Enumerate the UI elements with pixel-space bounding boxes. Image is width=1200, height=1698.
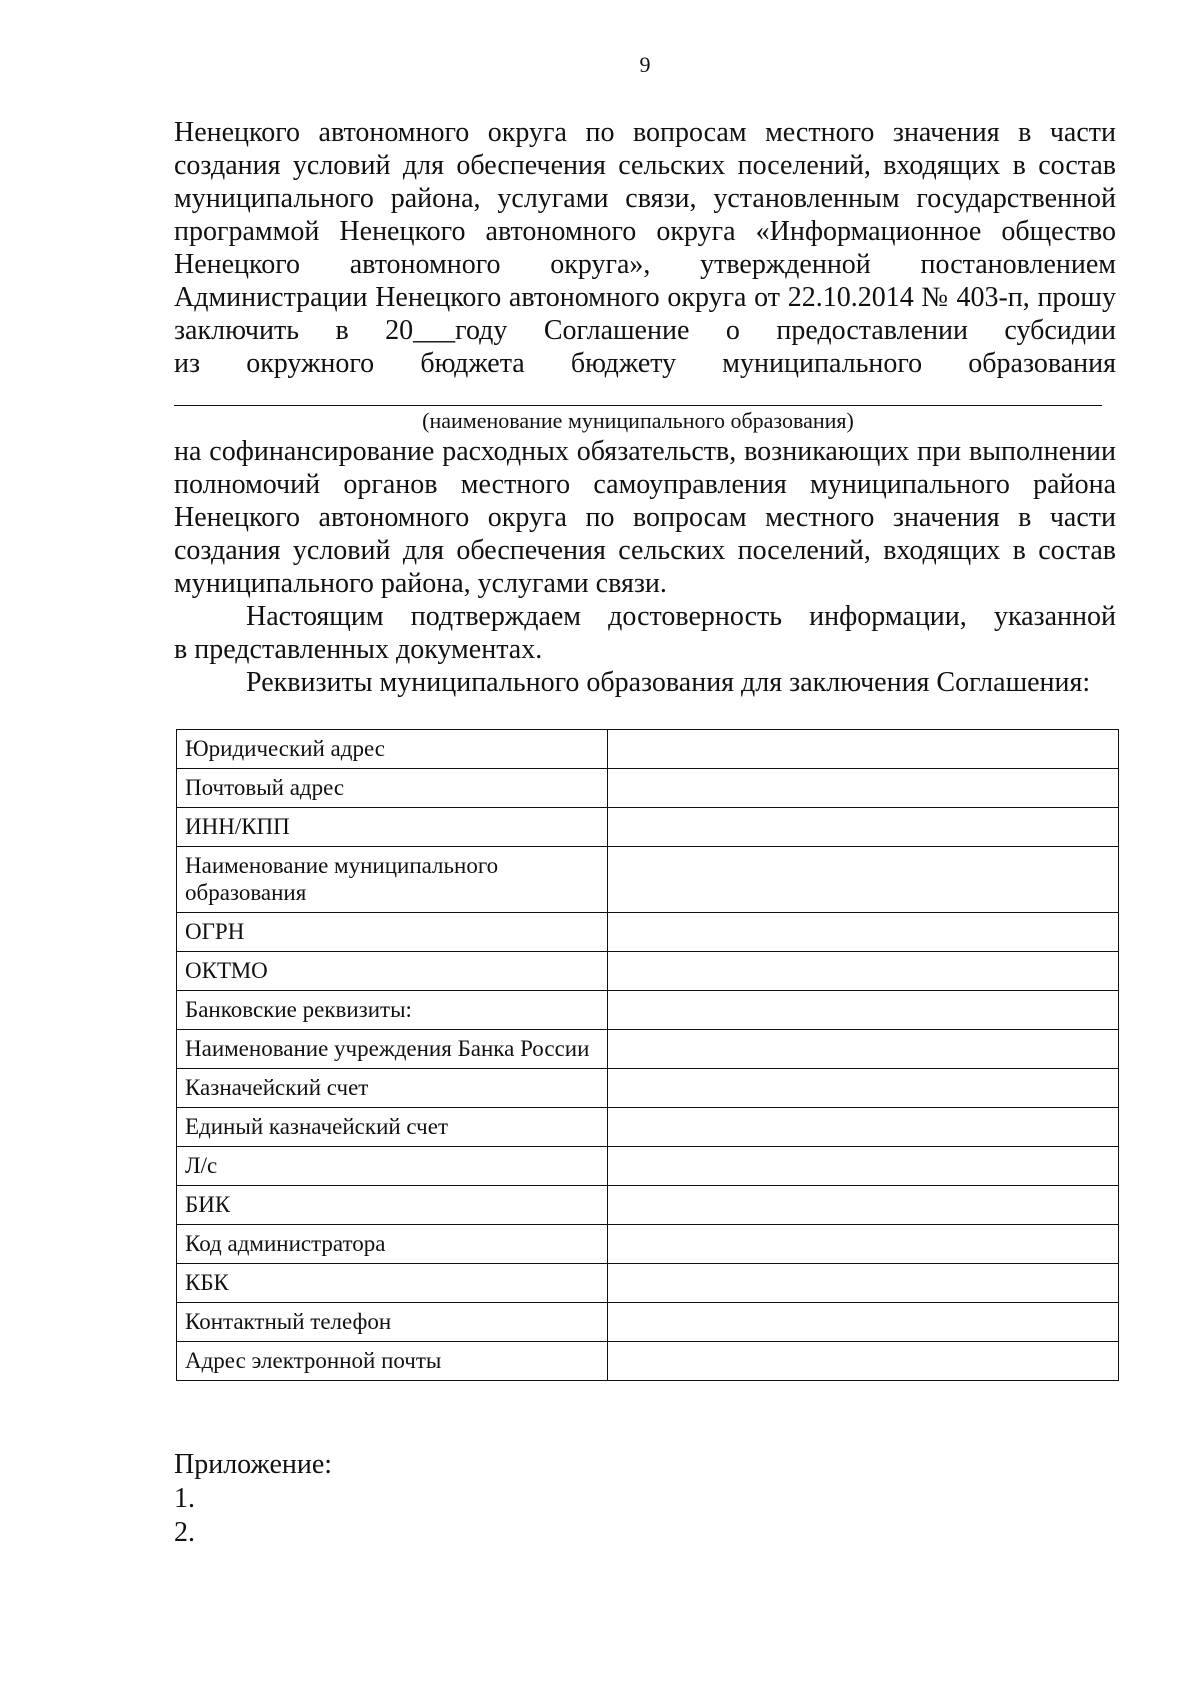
- table-row: [177, 1147, 1119, 1186]
- row-label: ОГРН: [177, 913, 608, 952]
- text-line: Ненецкого автономного округа по вопросам местного значения в части: [174, 502, 1116, 533]
- text-line: полномочий органов местного самоуправления муниципального района: [174, 469, 1116, 500]
- row-value: [608, 1264, 1119, 1303]
- text-line: Ненецкого автономного округа по вопросам местного значения в части: [174, 117, 1116, 148]
- text-line: создания условий для обеспечения сельских поселений, входящих в состав: [174, 150, 1116, 181]
- row-label: БИК: [177, 1186, 608, 1225]
- table-row: [177, 1303, 1119, 1342]
- row-value: [608, 991, 1119, 1030]
- row-value: [608, 913, 1119, 952]
- paragraph-purpose: [174, 435, 1116, 600]
- text-line: муниципального района, услугами связи, установленным государственной: [174, 183, 1116, 214]
- text-line: заключить в 20___году Соглашение о предоставлении субсидии: [174, 315, 1116, 346]
- row-label: КБК: [177, 1264, 608, 1303]
- table-row: [177, 952, 1119, 991]
- row-label: Банковские реквизиты:: [177, 991, 608, 1030]
- table-row: [177, 1225, 1119, 1264]
- row-label: ИНН/КПП: [177, 808, 608, 847]
- row-label: Наименование муниципального образования: [177, 847, 608, 913]
- text-line: на софинансирование расходных обязательств, возникающих при выполнении: [174, 436, 1116, 467]
- table-row: [177, 1069, 1119, 1108]
- table-row: [177, 808, 1119, 847]
- text-line: программой Ненецкого автономного округа «Информационное общество: [174, 216, 1116, 247]
- row-label: Л/с: [177, 1147, 608, 1186]
- row-value: [608, 1030, 1119, 1069]
- row-label: ОКТМО: [177, 952, 608, 991]
- row-value: [608, 1069, 1119, 1108]
- text-line: муниципального района, услугами связи.: [174, 568, 667, 599]
- row-value: [608, 1108, 1119, 1147]
- table-row: [177, 769, 1119, 808]
- row-label: Юридический адрес: [177, 730, 608, 769]
- appendix-item: 1.: [174, 1483, 195, 1514]
- requisites-table: [176, 729, 1119, 1381]
- paragraph-request: [174, 116, 1116, 380]
- blank-caption: (наименование муниципального образования): [422, 408, 854, 433]
- table-row: [177, 913, 1119, 952]
- row-value: [608, 1225, 1119, 1264]
- row-label: Единый казначейский счет: [177, 1108, 608, 1147]
- table-row: [177, 1108, 1119, 1147]
- row-label: Казначейский счет: [177, 1069, 608, 1108]
- row-value: [608, 1147, 1119, 1186]
- paragraph-confirmation: [174, 600, 1116, 666]
- table-row: [177, 1264, 1119, 1303]
- row-value: [608, 847, 1119, 913]
- table-row: [177, 1186, 1119, 1225]
- appendix: [174, 1448, 332, 1550]
- text-line: создания условий для обеспечения сельских поселений, входящих в состав: [174, 535, 1116, 566]
- row-label: Наименование учреждения Банка России: [177, 1030, 608, 1069]
- municipality-name-blank-line: [174, 405, 1102, 406]
- row-label: Контактный телефон: [177, 1303, 608, 1342]
- page-number: 9: [639, 52, 651, 77]
- row-value: [608, 1342, 1119, 1381]
- appendix-item: 2.: [174, 1517, 195, 1548]
- requisites-heading: Реквизиты муниципального образования для заключения Соглашения:: [246, 667, 1091, 698]
- text-line: из окружного бюджета бюджету муниципального образования: [174, 348, 1116, 379]
- table-row: [177, 1342, 1119, 1381]
- text-line: Ненецкого автономного округа», утвержденной постановлением: [174, 249, 1116, 280]
- table-row: [177, 847, 1119, 913]
- text-line: Настоящим подтверждаем достоверность информации, указанной: [246, 601, 1116, 632]
- row-label: Адрес электронной почты: [177, 1342, 608, 1381]
- row-value: [608, 769, 1119, 808]
- row-label: Почтовый адрес: [177, 769, 608, 808]
- text-line: в представленных документах.: [174, 634, 543, 665]
- table-row: [177, 991, 1119, 1030]
- row-value: [608, 1186, 1119, 1225]
- row-value: [608, 730, 1119, 769]
- table-row: [177, 730, 1119, 769]
- appendix-title: Приложение:: [174, 1449, 333, 1480]
- table-row: [177, 1030, 1119, 1069]
- row-value: [608, 1303, 1119, 1342]
- row-value: [608, 952, 1119, 991]
- row-label: Код администратора: [177, 1225, 608, 1264]
- text-line: Администрации Ненецкого автономного округа от 22.10.2014 № 403-п, прошу: [174, 282, 1116, 313]
- row-value: [608, 808, 1119, 847]
